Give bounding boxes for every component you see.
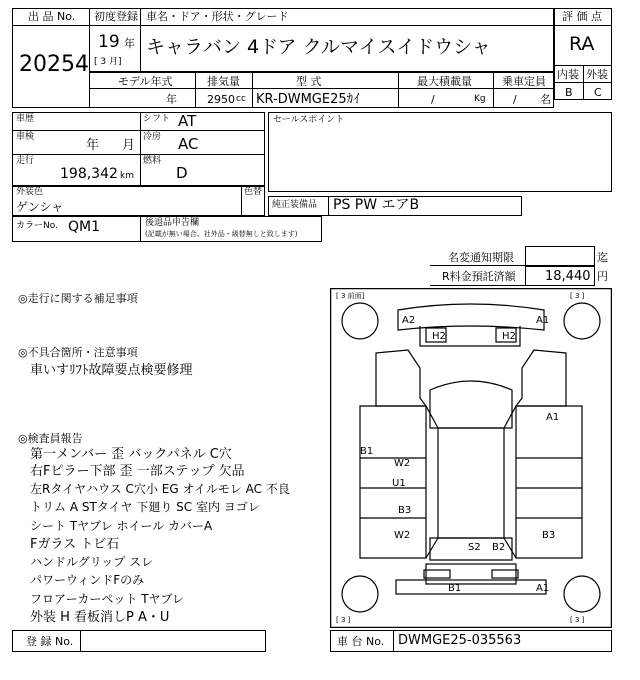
aircon-value: AC — [178, 135, 199, 153]
driving-notes-title: ◎走行に関する補足事項 — [18, 292, 138, 305]
displacement-label: 排気量 — [207, 75, 240, 88]
displacement-value: 2950 — [207, 93, 235, 106]
sales-point-label: セールスポイント — [273, 115, 345, 125]
aircon-label: 冷房 — [143, 132, 162, 142]
aftermarket-label: 後退品申告欄 — [145, 218, 200, 228]
inspector-line: フロアーカーペット Tヤブレ — [30, 592, 185, 606]
capacity-label: 乗車定員 — [502, 75, 546, 88]
details-box — [12, 112, 265, 186]
color-value: ゲンシャ — [16, 200, 64, 214]
grade-label: 評 価 点 — [562, 10, 602, 23]
color-no-value: QM1 — [68, 219, 101, 235]
inspector-line: シート Tヤブレ ホイール カバーA — [30, 519, 213, 533]
aftermarket-note: (記載が無い場合、社外品・級替無しと致します) — [145, 230, 298, 238]
recycle-unit: 円 — [597, 270, 608, 283]
first-reg-month: [ 3 月] — [94, 57, 122, 67]
color-label: 外装色 — [16, 187, 44, 197]
damage-mark: A1 — [546, 412, 560, 423]
damage-mark: B2 — [492, 542, 506, 553]
capacity-slash: / — [513, 93, 517, 106]
max-load-label: 最大積載量 — [417, 75, 472, 88]
inspector-line: 左Rタイヤハウス C穴小 EG オイルモレ AC 不良 — [30, 482, 290, 496]
damage-mark: B3 — [542, 530, 556, 541]
chassis-number: DWMGE25-035563 — [398, 633, 522, 648]
car-name: キャラバン 4ドア クルマイスイドウシャ — [146, 36, 491, 58]
damage-mark: B1 — [448, 583, 462, 594]
inspector-line: 右Fピラー下部 歪 一部ステップ 欠品 — [30, 464, 245, 479]
corner-label: [ 3 ] — [570, 616, 585, 624]
inspector-line: 外装 H 看板消しP A・U — [30, 610, 170, 625]
capacity-unit: 名 — [540, 93, 551, 106]
chassis-label: 車 台 No. — [337, 635, 385, 648]
defect-notes-title: ◎不具合箇所・注意事項 — [18, 346, 138, 359]
damage-mark: A1 — [536, 583, 550, 594]
shift-value: AT — [178, 112, 197, 130]
displacement-unit: cc — [236, 94, 246, 104]
inspector-line: パワーウィンドFのみ — [30, 573, 145, 587]
model-year-label: モデル年式 — [118, 75, 173, 88]
type-value: KR-DWMGE25ｶｲ — [256, 92, 360, 107]
name-change-box — [525, 246, 595, 266]
recycle-label: R料金預託済額 — [442, 270, 516, 283]
name-change-label: 名変通知期限 — [448, 251, 514, 264]
damage-mark: W2 — [394, 530, 411, 541]
inspector-line: Fガラス トビ石 — [30, 537, 120, 552]
first-reg-label: 初度登録 — [94, 10, 138, 23]
fuel-value: D — [176, 164, 188, 182]
car-condition-diagram — [330, 288, 612, 628]
exterior-grade: C — [594, 86, 602, 99]
wheel-rear-right — [564, 576, 600, 612]
damage-mark: W2 — [394, 458, 411, 469]
pillar-lines — [426, 406, 516, 558]
mileage-unit: km — [120, 171, 134, 181]
rear-panel — [426, 564, 516, 584]
inspector-line: 第一メンバー 歪 バックパネル C穴 — [30, 447, 232, 462]
lot-label: 出 品 No. — [28, 10, 76, 23]
tail-lamp-right — [492, 570, 518, 578]
mileage-label: 走行 — [16, 156, 35, 166]
damage-mark: H2 — [502, 331, 516, 342]
max-load-unit: Kg — [474, 94, 486, 104]
fuel-label: 燃料 — [143, 156, 162, 166]
car-name-label: 車名・ドア・形状・グレード — [146, 10, 289, 23]
damage-mark: A2 — [402, 315, 416, 326]
windshield — [430, 381, 512, 428]
left-front-fender — [376, 350, 426, 406]
name-change-unit: 迄 — [597, 251, 608, 264]
inspector-title: ◎検査員報告 — [18, 432, 83, 445]
corner-label: [ 3 ] — [336, 616, 351, 624]
recycle-amount: 18,440 — [545, 269, 591, 284]
model-year-unit: 年 — [166, 93, 177, 106]
inspection-label: 車検 — [16, 132, 35, 142]
damage-mark: B1 — [360, 446, 374, 457]
history-label: 車歴 — [16, 114, 35, 124]
inspector-line: トリム A STタイヤ 下廻り SC 室内 ヨゴレ — [30, 500, 260, 514]
interior-label: 内装 — [557, 68, 579, 81]
lot-number: 20254 — [19, 52, 89, 77]
equipment-label: 純正装備品 — [272, 200, 318, 210]
color-no-label: カラーNo. — [16, 221, 58, 231]
inspector-line: ハンドルグリップ スレ — [30, 555, 154, 569]
interior-grade: B — [565, 86, 573, 99]
damage-mark: S2 — [468, 542, 481, 553]
grade-value: RA — [569, 33, 595, 55]
tail-lamp-left — [424, 570, 450, 578]
right-panel-lines — [516, 458, 582, 518]
damage-mark: A1 — [536, 315, 550, 326]
corner-label: [ 3 前面] — [336, 292, 365, 300]
damage-mark: H2 — [432, 331, 446, 342]
wheel-rear-left — [342, 576, 378, 612]
reg-no-label: 登 録 No. — [26, 635, 74, 648]
wheel-front-right — [564, 303, 600, 339]
equipment-value: PS PW エアB — [333, 197, 420, 213]
type-label: 型 式 — [296, 75, 322, 88]
corner-label: [ 3 ] — [570, 292, 585, 300]
damage-mark: U1 — [392, 478, 406, 489]
year-unit: 年 — [124, 37, 135, 50]
roof — [438, 428, 504, 538]
first-reg-year: 19 — [98, 32, 120, 52]
right-front-fender — [516, 350, 566, 406]
shift-label: シフト — [143, 114, 171, 124]
max-load-slash: / — [431, 93, 435, 106]
defect-line: 車いすﾘﾌﾄ故障要点検要修理 — [30, 363, 193, 378]
inspection-month-unit: 月 — [122, 138, 136, 153]
inspection-year-unit: 年 — [86, 138, 100, 153]
wheel-front-left — [342, 303, 378, 339]
rear-bumper — [396, 580, 546, 594]
color-change-label: 色替 — [244, 187, 263, 197]
mileage-value: 198,342 — [60, 166, 118, 182]
damage-mark: B3 — [398, 505, 412, 516]
exterior-label: 外装 — [586, 68, 608, 81]
